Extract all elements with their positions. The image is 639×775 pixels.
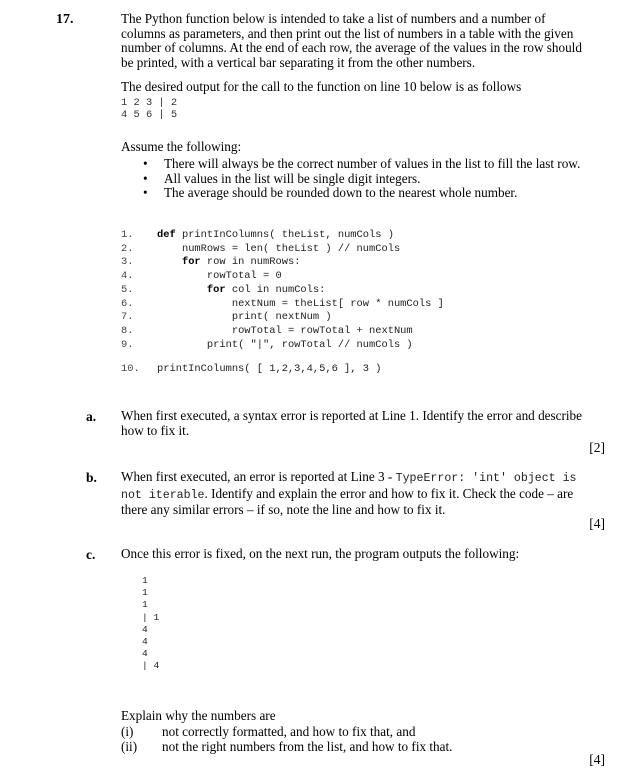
line-number: 1.: [121, 229, 134, 241]
explain-item-text: not the right numbers from the list, and how to fix that.: [162, 738, 453, 754]
code-line: [121, 243, 444, 257]
code-line: [121, 311, 444, 325]
assumption-item: [121, 186, 580, 201]
question-intro: The Python function below is intended to take a list of numbers and a number of columns as parameters, and then print out the list of numbers in a table with the given number of columns. At the end of each row, the average of the values in the row should be printed, with a vertical bar separating it from the other numbers.: [121, 11, 582, 70]
output-line: | 4: [142, 660, 160, 672]
code-text: printInColumns( [ 1,2,3,4,5,6 ], 3 ): [157, 363, 382, 375]
code-text: print( "|", rowTotal // numCols ): [206, 338, 413, 351]
explain-item: [121, 740, 452, 755]
line-number: 10.: [121, 363, 140, 375]
code-text: print( nextNum ): [231, 311, 332, 324]
desired-output-line: 4 5 6 | 5: [121, 108, 178, 121]
line-number: 3.: [121, 256, 134, 269]
assume-intro: Assume the following:: [121, 139, 242, 154]
code-text: row in numRows:: [200, 256, 301, 269]
output-line: 4: [142, 636, 148, 648]
roman-numeral: (ii): [121, 738, 138, 754]
program-output: [142, 575, 159, 673]
line-number: 7.: [121, 311, 134, 324]
line-number: 4.: [121, 270, 134, 283]
assumption-text: The average should be rounded down to the nearest whole number.: [164, 185, 518, 200]
line-number: 5.: [121, 283, 134, 296]
code-text: col in numCols:: [225, 283, 326, 296]
code-line: [121, 339, 444, 353]
line-number: 8.: [121, 324, 134, 337]
code-indent: [157, 270, 207, 282]
code-line: [121, 284, 444, 298]
part-c-label: c.: [86, 547, 96, 562]
code-indent: [157, 311, 232, 323]
output-line: | 1: [142, 611, 160, 623]
code-line: [121, 325, 444, 339]
explain-item: [121, 725, 452, 740]
code-indent: [157, 256, 182, 268]
part-b-text: [121, 470, 591, 518]
bullet-icon: •: [143, 185, 148, 200]
code-text: rowTotal = 0: [206, 270, 282, 283]
code-listing: [121, 229, 444, 352]
code-keyword: for: [206, 283, 226, 296]
part-a-marks: [2]: [589, 440, 605, 455]
code-text: numRows = len( theList ) // numCols: [181, 242, 401, 255]
output-line: 4: [142, 648, 148, 660]
assumption-item: [121, 157, 580, 172]
output-line: 4: [142, 623, 148, 635]
code-keyword: for: [181, 256, 201, 269]
line-number: 6.: [121, 297, 134, 310]
line-number: 2.: [121, 242, 134, 255]
code-line: [121, 256, 444, 270]
assumption-list: [121, 157, 580, 201]
code-line: [121, 270, 444, 284]
desired-output-line: 1 2 3 | 2: [121, 97, 178, 109]
output-line: 1: [142, 575, 148, 586]
code-call-line: [121, 363, 381, 377]
part-b-text-before: When first executed, an error is reported at Line 3 -: [121, 469, 396, 484]
part-a-text: When first executed, a syntax error is reported at Line 1. Identify the error and describe how to fix it.: [121, 408, 583, 438]
output-line: 1: [142, 587, 148, 599]
part-b-marks: [4]: [589, 516, 605, 531]
code-indent: [157, 284, 207, 296]
part-a-label: a.: [86, 409, 97, 424]
code-indent: [157, 325, 232, 337]
part-c-marks: [4]: [589, 752, 605, 767]
question-number: 17.: [56, 12, 74, 27]
part-b-label: b.: [86, 470, 97, 485]
bullet-icon: •: [143, 170, 148, 186]
bullet-icon: •: [143, 156, 148, 171]
assumption-text: All values in the list will be single digit integers.: [164, 170, 421, 186]
part-c-text: Once this error is fixed, on the next run, the program outputs the following:: [121, 546, 520, 561]
code-indent: [157, 243, 182, 255]
assumption-text: There will always be the correct number of values in the list to fill the last row.: [164, 156, 581, 171]
explain-item-text: not correctly formatted, and how to fix that, and: [162, 724, 416, 739]
explain-items: [121, 725, 452, 754]
code-line: [121, 229, 444, 243]
code-indent: [157, 298, 232, 310]
assumption-item: [121, 172, 580, 187]
code-text: rowTotal = rowTotal + nextNum: [231, 324, 413, 337]
code-text: nextNum = theList[ row * numCols ]: [231, 297, 444, 310]
desired-output-intro: The desired output for the call to the function on line 10 below is as follows: [121, 79, 522, 94]
code-indent: [157, 339, 207, 351]
output-line: 1: [142, 599, 148, 611]
desired-output: [121, 98, 177, 122]
part-b-error-text: TypeError: 'int' object is not iterable: [121, 472, 577, 502]
part-b-text-after: . Identify and explain the error and how to fix it. Check the code – are there any similar errors – if so, note the line and how to fix it.: [121, 485, 574, 517]
code-line: [121, 298, 444, 312]
code-text: printInColumns( theList, numCols ): [175, 229, 394, 241]
code-keyword: def: [157, 229, 176, 241]
explain-intro: Explain why the numbers are: [121, 708, 276, 723]
roman-numeral: (i): [121, 724, 134, 739]
line-number: 9.: [121, 338, 134, 351]
